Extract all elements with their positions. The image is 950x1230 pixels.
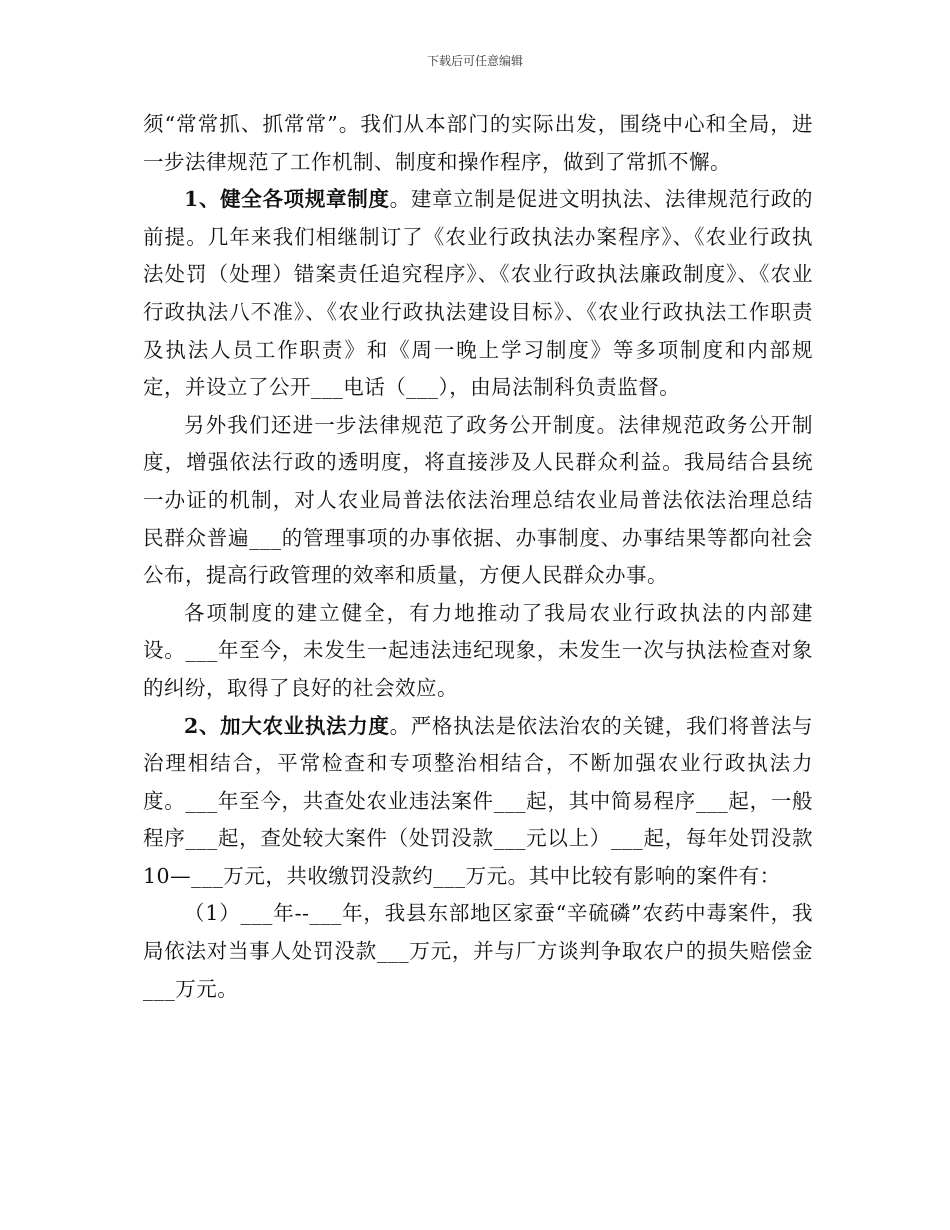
paragraph-2 [143,181,813,407]
section-heading-1: 1、健全各项规章制度 [184,187,390,212]
paragraph-text: （1）___年--___年，我县东部地区家蚕“辛硫磷”农药中毒案件，我局依法对当事人处罚没款___万元，并与厂方谈判争取农户的损失赔偿金___万元。 [143,901,813,1001]
paragraph-text: 。建章立制是促进文明执法、法律规范行政的前提。几年来我们相继制订了《农业行政执法办案程序》、《农业行政执法处罚（处理）错案责任追究程序》、《农业行政执法廉政制度》、《农业行政执法八不准》、《农业行政执法建设目标》、《农业行政执法工作职责及执法人员工作职责》和《周一晚上学习制度》等多项制度和内部规定，并设立了公开___电话（___），由局法制科负责监督。 [143,187,814,400]
paragraph-6 [143,895,813,1008]
paragraph-text: 另外我们还进一步法律规范了政务公开制度。法律规范政务公开制度，增强依法行政的透明度，将直接涉及人民群众利益。我局结合县统一办证的机制，对人农业局普法依法治理总结农业局普法依法治理总结民群众普遍___的管理事项的办事依据、办事制度、办事结果等都向社会公布，提高行政管理的效率和质量，方便人民群众办事。 [143,412,813,588]
document-body [143,106,813,1008]
paragraph-5 [143,708,813,896]
page-header: 下载后可任意编辑 [426,54,523,68]
paragraph-1 [143,106,813,181]
paragraph-4 [143,595,813,708]
paragraph-text: 须“常常抓、抓常常”。我们从本部门的实际出发，围绕中心和全局，进一步法律规范了工作机制、制度和操作程序，做到了常抓不懈。 [143,112,813,174]
paragraph-text: 各项制度的建立健全，有力地推动了我局农业行政执法的内部建设。___年至今，未发生一起违法违纪现象，未发生一次与执法检查对象的纠纷，取得了良好的社会效应。 [143,600,813,700]
paragraph-text: 。严格执法是依法治农的关键，我们将普法与治理相结合，平常检查和专项整治相结合，不断加强农业行政执法力度。___年至今，共查处农业违法案件___起，其中简易程序___起，一般程序___起，查处较大案件（处罚没款___元以上）___起，每年处罚没款10—___万元，共收缴罚没款约___万元。其中比较有影响的案件有： [143,713,814,888]
section-heading-2: 2、加大农业执法力度 [184,713,390,738]
paragraph-3 [143,407,813,595]
